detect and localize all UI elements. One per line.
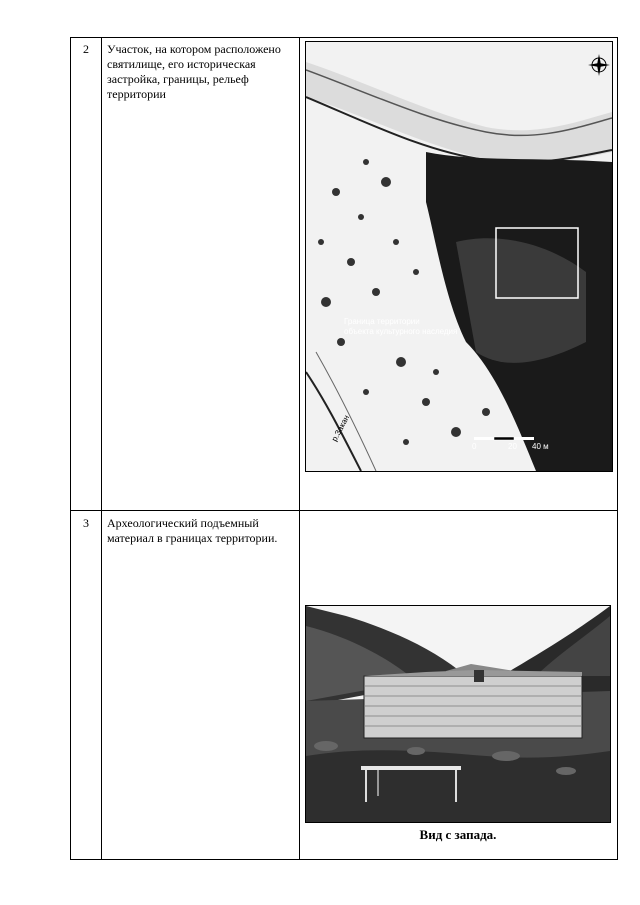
map-boundary-label: Граница территории (344, 317, 420, 326)
scale-label-0: 0 (472, 442, 477, 451)
row-number: 3 (83, 516, 89, 530)
scale-label-20: 20 (508, 442, 517, 451)
river-label: р.Закан (329, 413, 352, 443)
satellite-map-image (305, 41, 613, 472)
row-description: Археологический подъемный материал в границах территории. (107, 516, 278, 545)
site-photo-image (305, 605, 611, 823)
document-table (70, 37, 618, 860)
row-description: Участок, на котором расположено святилище, его историческая застройка, границы, рельеф территории (107, 42, 281, 101)
scale-label-40: 40 м (532, 442, 549, 451)
photo-caption: Вид с запада. (419, 827, 497, 842)
map-object-label: объекта культурного наследия (344, 327, 458, 336)
row-divider (71, 510, 617, 511)
scale-bar (474, 437, 534, 440)
column-divider (101, 38, 102, 859)
row-number: 2 (83, 42, 89, 56)
column-divider (299, 38, 300, 859)
